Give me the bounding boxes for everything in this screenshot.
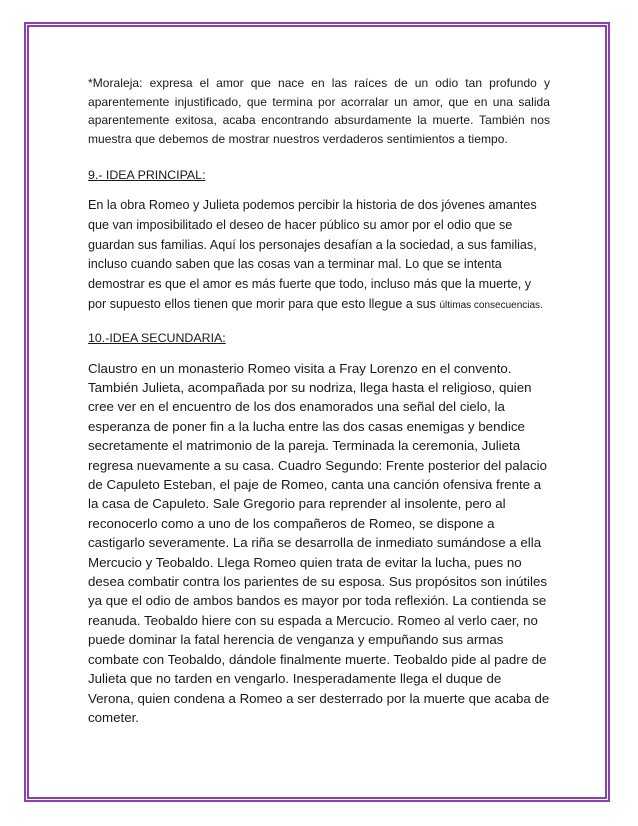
section-10-heading-label: IDEA SECUNDARIA: [109,330,226,345]
section-10-heading [88,331,550,345]
section-9-paragraph [88,196,550,315]
section-9-body: En la obra Romeo y Julieta podemos percibir la historia de dos jóvenes amantes que van imposibilitado el deseo de hacer público su amor por el odio que se guardan sus familias. Aquí los personajes desafían a la sociedad, a sus familias, incluso cuando saben que las cosas van a terminar mal. Lo que se intenta demostrar es que el amor es más fuerte que todo, incluso más que la muerte, y por supuesto ellos tienen que morir para que esto llegue a sus [88,198,537,311]
section-9-body-tail: últimas consecuencias. [439,299,543,311]
section-9-heading: 9.- IDEA PRINCIPAL: [88,168,206,183]
moraleja-paragraph: *Moraleja: expresa el amor que nace en las raíces de un odio tan profundo y aparentemente injustificado, que termina por acorralar un amor, que en una salida aparentemente exitosa, acaba encontrando absurdamente la muerte. También nos muestra que debemos de mostrar nuestros verdaderos sentimientos a tiempo. [88,76,550,146]
section-10-heading-prefix: 10.- [88,330,110,345]
section-10-paragraph: Claustro en un monasterio Romeo visita a Fray Lorenzo en el convento. También Julieta, acompañada por su nodriza, llega hasta el religioso, quien cree ver en el encuentro de los dos enamorados una señal del cielo, la esperanza de poner fin a la lucha entre las dos casas enemigas y bendice secretamente el matrimonio de la pareja. Terminada la ceremonia, Julieta regresa nuevamente a su casa. Cuadro Segundo: Frente posterior del palacio de Capuleto Esteban, el paje de Romeo, canta una canción ofensiva frente a la casa de Capuleto. Sale Gregorio para reprender al insolente, pero al reconocerlo como a uno de los compañeros de Romeo, se dispone a castigarlo severamente. La riña se desarrolla de inmediato sumándose a ella Mercucio y Teobaldo. Llega Romeo quien trata de evitar la lucha, pues no desea combatir contra los parientes de su esposa. Sus propósitos son inútiles ya que el odio de ambos bandos es mayor por toda reflexión. La contienda se reanuda. Teobaldo hiere con su espada a Mercucio. Romeo al verlo caer, no puede dominar la fatal herencia de venganza y empuñando sus armas combate con Teobaldo, dándole finalmente muerte. Teobaldo pide al padre de Julieta que no tarden en vengarlo. Inesperadamente llega el duque de Verona, quien condena a Romeo a ser desterrado por la muerte que acaba de cometer. [88,360,550,725]
document-body [88,74,550,727]
